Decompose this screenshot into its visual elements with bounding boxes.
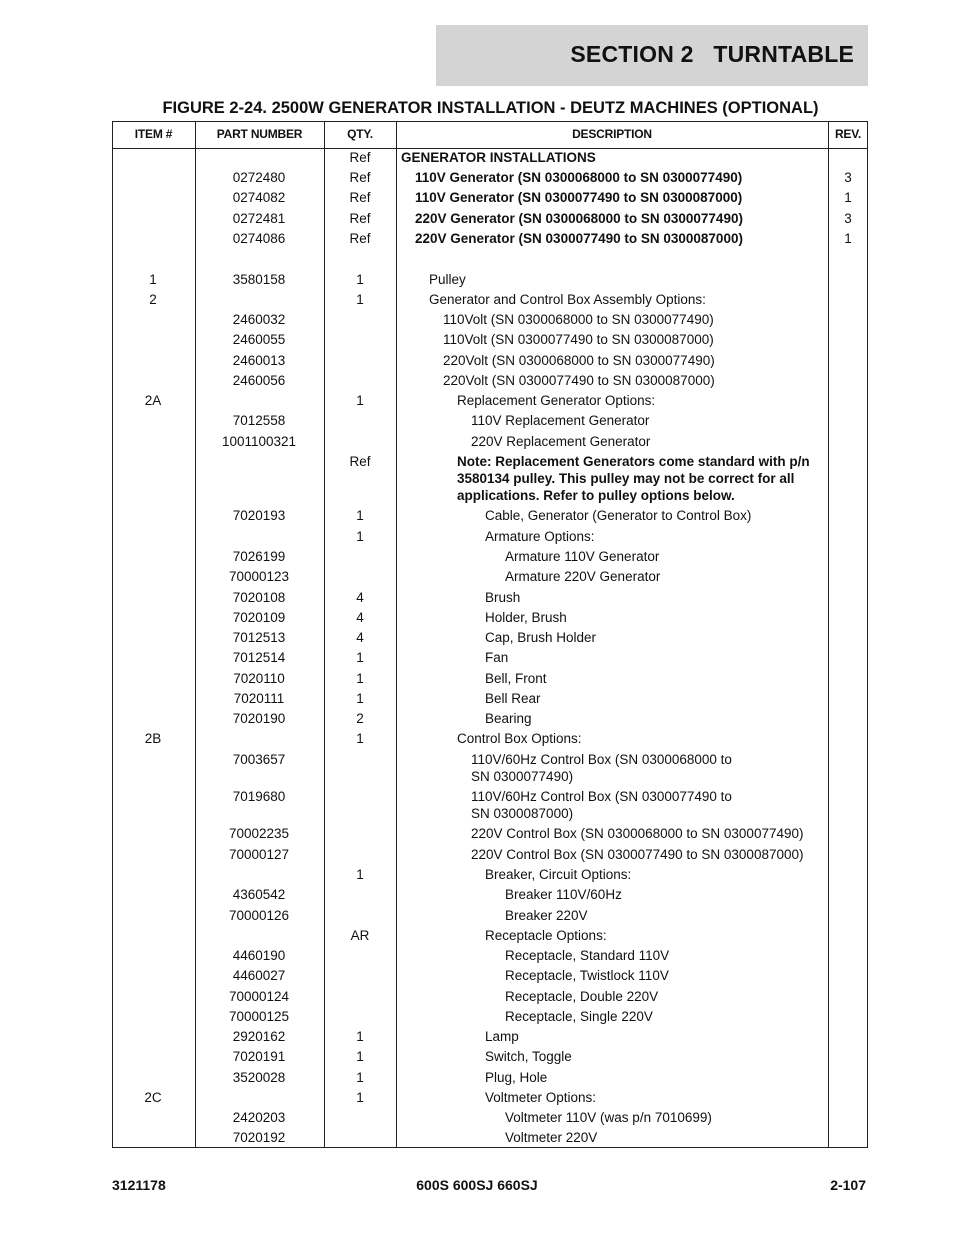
description: Note: Replacement Generators come standard with p/n 3580134 pulley. This pulley may not be correct for all applications. Refer to pulley options below. (457, 454, 810, 503)
part-number: 4460190 (232, 948, 286, 963)
quantity: Ref (349, 170, 371, 185)
part-number: 3580158 (232, 272, 286, 287)
quantity: 4 (356, 630, 364, 645)
part-number: 7003657 (232, 752, 286, 767)
description: Bearing (485, 711, 532, 726)
description: 110Volt (SN 0300068000 to SN 0300077490) (443, 312, 714, 327)
part-number: 70000126 (228, 908, 290, 923)
item-number: 2B (144, 731, 162, 746)
part-number: 7012558 (232, 413, 286, 428)
part-number: 2460032 (232, 312, 286, 327)
description: Breaker 220V (505, 908, 588, 923)
description: Breaker 110V/60Hz (505, 887, 622, 902)
part-number: 0272481 (232, 211, 286, 226)
item-number: 2 (149, 292, 157, 307)
part-number: 7012514 (232, 650, 286, 665)
part-number: 4360542 (232, 887, 286, 902)
part-number: 3520028 (232, 1070, 286, 1085)
description: 220Volt (SN 0300068000 to SN 0300077490) (443, 353, 715, 368)
quantity: 1 (356, 731, 364, 746)
part-number: 70000127 (228, 847, 290, 862)
part-number: 7020111 (233, 691, 285, 706)
description: Voltmeter Options: (485, 1090, 597, 1105)
description: Receptacle, Standard 110V (505, 948, 670, 963)
description: Cap, Brush Holder (485, 630, 597, 645)
description: 110V Replacement Generator (471, 413, 650, 428)
quantity: 1 (356, 867, 364, 882)
column-header-rev: REV. (834, 127, 862, 141)
footer-doc-number: 3121178 (112, 1177, 166, 1193)
description: 220V Replacement Generator (471, 434, 651, 449)
part-number: 7020110 (233, 671, 285, 686)
quantity: 4 (356, 610, 364, 625)
part-number: 70000124 (228, 989, 290, 1004)
part-number: 2460055 (232, 332, 286, 347)
revision: 3 (844, 170, 852, 185)
description: Bell, Front (485, 671, 547, 686)
quantity: 1 (356, 1049, 364, 1064)
quantity: 1 (356, 272, 364, 287)
description: Switch, Toggle (485, 1049, 572, 1064)
revision: 3 (844, 211, 852, 226)
part-number: 7020192 (232, 1130, 286, 1145)
quantity: Ref (349, 190, 371, 205)
description: Voltmeter 220V (505, 1130, 598, 1145)
description: 220V Control Box (SN 0300068000 to SN 0300077490) (471, 826, 804, 841)
description: 220Volt (SN 0300077490 to SN 0300087000) (443, 373, 715, 388)
section-header-box (436, 25, 868, 86)
description: Generator and Control Box Assembly Options: (429, 292, 706, 307)
part-number: 2460056 (232, 373, 286, 388)
revision: 1 (844, 231, 852, 246)
item-number: 2C (144, 1090, 162, 1105)
footer-models: 600S 600SJ 660SJ (416, 1177, 538, 1193)
description: Replacement Generator Options: (457, 393, 656, 408)
part-number: 7020108 (232, 590, 286, 605)
description: Fan (485, 650, 509, 665)
part-number: 7019680 (232, 789, 286, 804)
description: Pulley (429, 272, 466, 287)
description: 220V Control Box (SN 0300077490 to SN 0300087000) (471, 847, 804, 862)
quantity: 1 (356, 292, 364, 307)
description: Voltmeter 110V (was p/n 7010699) (505, 1110, 712, 1125)
part-number: 0274086 (232, 231, 286, 246)
quantity: 2 (356, 711, 364, 726)
description: 110V Generator (SN 0300077490 to SN 0300087000) (415, 190, 743, 205)
part-number: 7026199 (232, 549, 286, 564)
part-number: 70000125 (228, 1009, 290, 1024)
description: 220V Generator (SN 0300077490 to SN 0300087000) (415, 231, 743, 246)
column-header-item: ITEM # (134, 127, 173, 141)
quantity: 1 (356, 508, 364, 523)
column-header-qty: QTY. (347, 127, 373, 141)
quantity: 4 (356, 590, 364, 605)
column-header-description: DESCRIPTION (572, 127, 652, 141)
part-number: 7020109 (232, 610, 286, 625)
column-header-part-number: PART NUMBER (216, 127, 303, 141)
description: Receptacle Options: (485, 928, 607, 943)
description: Receptacle, Twistlock 110V (505, 968, 669, 983)
description: Armature Options: (485, 529, 595, 544)
quantity: Ref (349, 231, 371, 246)
part-number: 70000123 (228, 569, 290, 584)
quantity: 1 (356, 650, 364, 665)
description: 110Volt (SN 0300077490 to SN 0300087000) (443, 332, 714, 347)
item-number: 1 (149, 272, 157, 287)
quantity: Ref (349, 454, 371, 469)
item-number: 2A (144, 393, 162, 408)
description: GENERATOR INSTALLATIONS (401, 150, 596, 165)
section-title: SECTION 2 TURNTABLE (570, 41, 854, 67)
quantity: 1 (356, 1070, 364, 1085)
quantity: AR (350, 928, 370, 943)
part-number: 0272480 (232, 170, 286, 185)
column-divider (396, 121, 397, 1148)
quantity: Ref (349, 211, 371, 226)
part-number: 7012513 (232, 630, 286, 645)
part-number: 7020190 (232, 711, 286, 726)
description: Plug, Hole (485, 1070, 548, 1085)
part-number: 7020193 (232, 508, 286, 523)
footer-page-number: 2-107 (830, 1177, 866, 1193)
quantity: 1 (356, 393, 364, 408)
figure-title: FIGURE 2-24. 2500W GENERATOR INSTALLATION - DEUTZ MACHINES (OPTIONAL) (162, 99, 819, 117)
description: Lamp (485, 1029, 519, 1044)
quantity: 1 (356, 1090, 364, 1105)
part-number: 4460027 (232, 968, 286, 983)
quantity: 1 (356, 691, 364, 706)
description: Holder, Brush (485, 610, 567, 625)
description: Armature 220V Generator (505, 569, 661, 584)
part-number: 7020191 (232, 1049, 286, 1064)
description: 110V/60Hz Control Box (SN 0300077490 to SN 0300087000) (471, 789, 732, 821)
quantity: 1 (356, 1029, 364, 1044)
description: Receptacle, Double 220V (505, 989, 659, 1004)
quantity: Ref (349, 150, 371, 165)
description: 110V Generator (SN 0300068000 to SN 0300077490) (415, 170, 743, 185)
description: Brush (485, 590, 521, 605)
description: 220V Generator (SN 0300068000 to SN 0300077490) (415, 211, 743, 226)
quantity: 1 (356, 671, 364, 686)
revision: 1 (844, 190, 852, 205)
description: Control Box Options: (457, 731, 582, 746)
description: Receptacle, Single 220V (505, 1009, 653, 1024)
part-number: 2920162 (232, 1029, 286, 1044)
description: Armature 110V Generator (505, 549, 660, 564)
description: 110V/60Hz Control Box (SN 0300068000 to SN 0300077490) (471, 752, 732, 784)
part-number: 1001100321 (221, 434, 297, 449)
description: Cable, Generator (Generator to Control Box) (485, 508, 752, 523)
part-number: 2420203 (232, 1110, 286, 1125)
quantity: 1 (356, 529, 364, 544)
part-number: 2460013 (232, 353, 286, 368)
description: Bell Rear (485, 691, 541, 706)
description: Breaker, Circuit Options: (485, 867, 632, 882)
part-number: 0274082 (232, 190, 286, 205)
part-number: 70002235 (228, 826, 290, 841)
